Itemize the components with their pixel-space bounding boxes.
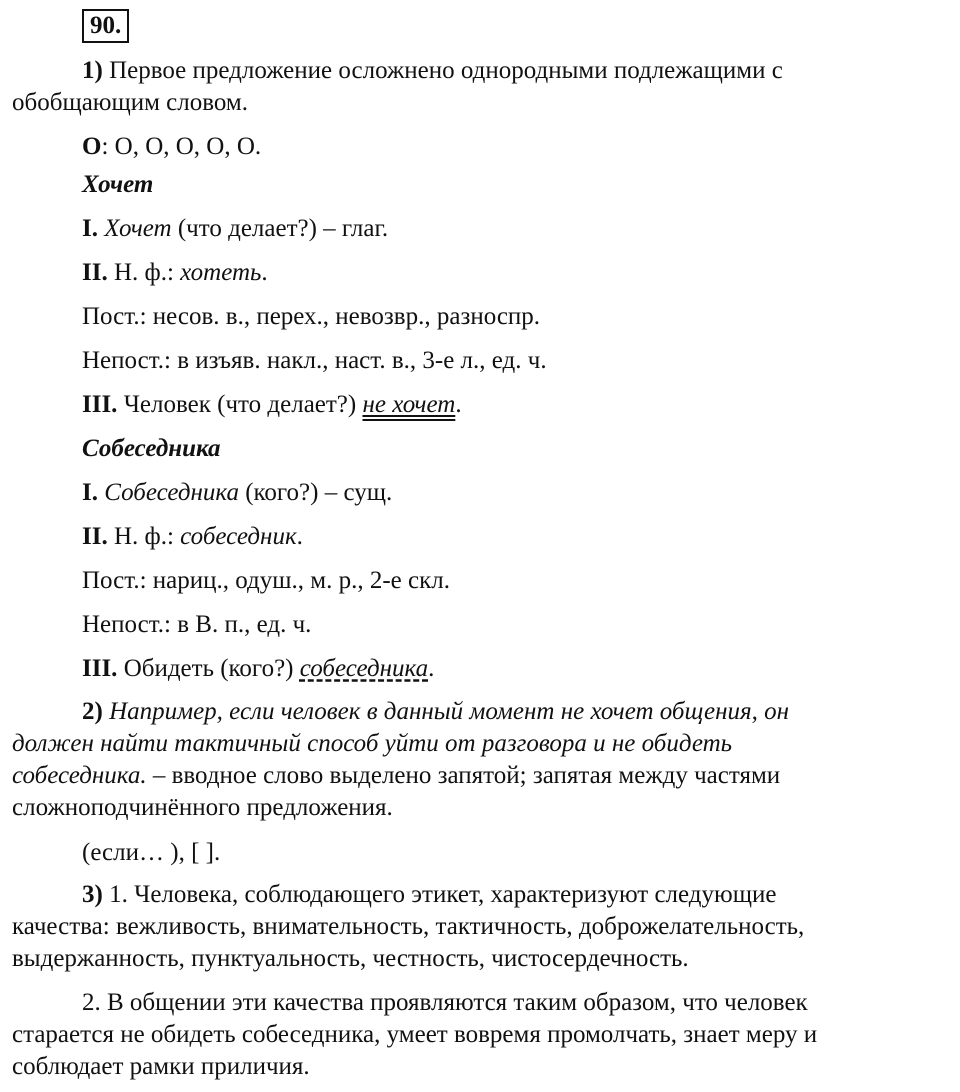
part2-line1: [82, 697, 789, 727]
part1-number: 1): [82, 57, 103, 84]
word2-ii-num: II.: [82, 523, 108, 550]
word2-heading-text: Собеседника: [82, 435, 221, 462]
part2-line2: [12, 729, 732, 759]
word2-i-word: Собеседника: [104, 479, 239, 506]
part2-line3: [12, 761, 780, 791]
word1-post: Пост.: несов. в., перех., невозвр., разноспр.: [82, 303, 541, 330]
word1-iii-text: Человек (что делает?): [117, 391, 363, 418]
part2-text2: должен найти тактичный способ уйти от разговора и не обидеть: [12, 730, 733, 757]
part1-line2: обобщающим словом.: [12, 89, 248, 116]
part3-line3: выдержанность, пунктуальность, честность, чистосердечность.: [12, 945, 689, 972]
word2-iii-end: .: [428, 655, 435, 682]
word1-i: [82, 214, 388, 244]
word1-i-rest: (что делает?) – глаг.: [171, 215, 389, 242]
word2-iii-num: III.: [82, 655, 118, 682]
word1-ii: [82, 258, 268, 288]
word1-ii-num: II.: [82, 259, 108, 286]
word1-ii-end: .: [261, 259, 268, 286]
word2-ii-label: Н. ф.:: [107, 523, 181, 550]
word2-post: Пост.: нариц., одуш., м. р., 2-е скл.: [82, 567, 450, 594]
exercise-number: 90.: [82, 9, 129, 43]
word1-iii-predicate: не хочет: [362, 391, 456, 418]
word2-i-rest: (кого?) – сущ.: [238, 479, 393, 506]
part2-text1: Например, если человек в данный момент не хочет общения, он: [102, 698, 790, 725]
word2-heading: [82, 434, 221, 464]
word2-i-num: I.: [82, 479, 98, 506]
scheme-rest: : О, О, О, О, О.: [101, 133, 262, 160]
word1-iii-end: .: [455, 391, 462, 418]
part1-text1: Первое предложение осложнено однородными подлежащими с: [102, 57, 783, 84]
word1-iii-num: III.: [82, 391, 118, 418]
part1-line1: [82, 56, 783, 86]
part3-p2-line1: 2. В общении эти качества проявляются таким образом, что человек: [82, 989, 808, 1016]
part2-scheme: (если… ), [ ].: [82, 839, 221, 866]
word1-heading: [82, 170, 153, 200]
scheme-bold: О: [82, 133, 102, 160]
word2-ii: [82, 522, 303, 552]
word1-ii-label: Н. ф.:: [107, 259, 181, 286]
part1-scheme: [82, 132, 261, 162]
part2-text3-rest: – вводное слово выделено запятой; запятая между частями: [146, 762, 781, 789]
word2-i: [82, 478, 392, 508]
word1-i-num: I.: [82, 215, 98, 242]
part2-number: 2): [82, 698, 103, 725]
word2-ii-form: собеседник: [180, 523, 297, 550]
word1-i-word: Хочет: [104, 215, 172, 242]
word1-heading-text: Хочет: [82, 171, 154, 198]
part3-number: 3): [82, 881, 103, 908]
word2-nepost: Непост.: в В. п., ед. ч.: [82, 611, 312, 638]
part3-p2-line2: старается не обидеть собеседника, умеет вовремя промолчать, знает меру и: [12, 1021, 818, 1048]
word1-ii-form: хотеть: [180, 259, 262, 286]
part2-text3-italic: собеседника.: [12, 762, 147, 789]
part3-text1: 1. Человека, соблюдающего этикет, характеризуют следующие: [102, 881, 777, 908]
word1-nepost: Непост.: в изъяв. накл., наст. в., 3-е л., ед. ч.: [82, 347, 547, 374]
word2-iii-object: собеседника: [299, 655, 429, 682]
part3-line2: качества: вежливость, внимательность, тактичность, доброжелательность,: [12, 913, 805, 940]
word2-iii: [82, 654, 434, 684]
part2-line4: сложноподчинённого предложения.: [12, 794, 393, 821]
word1-iii: [82, 390, 462, 420]
part3-line1: [82, 880, 776, 910]
part3-p2-line3: соблюдает рамки приличия.: [12, 1053, 310, 1080]
word2-ii-end: .: [296, 523, 303, 550]
word2-iii-text: Обидеть (кого?): [117, 655, 300, 682]
